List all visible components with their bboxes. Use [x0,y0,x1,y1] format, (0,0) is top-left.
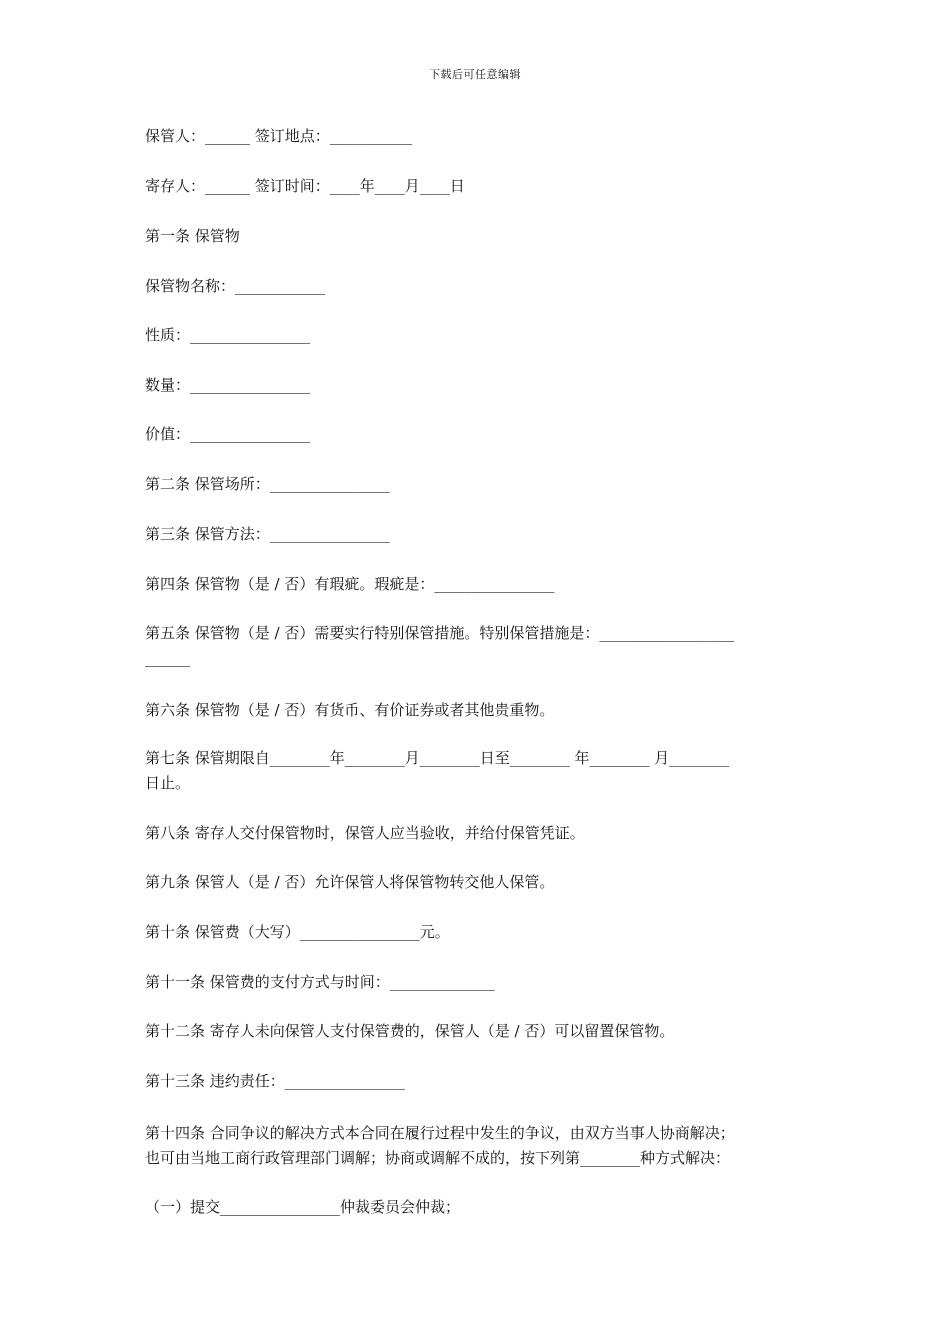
article-2: 第二条 保管场所：________________ [145,475,390,493]
depositor-line: 寄存人：______ 签订时间：____年____月____日 [145,177,465,195]
article-3: 第三条 保管方法：________________ [145,525,390,543]
page-header: 下载后可任意编辑 [429,68,521,81]
quantity-line: 数量：________________ [145,376,311,394]
article-10: 第十条 保管费（大写）________________元。 [145,923,450,941]
article-7: 第七条 保管期限自________年________月________日至________ 年________ 月________ 日止。 [145,749,730,792]
option-1-line: （一）提交________________仲裁委员会仲裁； [145,1198,461,1216]
article-6: 第六条 保管物（是 / 否）有货币、有价证券或者其他贵重物。 [145,701,555,719]
value-line: 价值：________________ [145,425,311,443]
article-1-title: 第一条 保管物 [145,227,240,245]
article-8: 第八条 寄存人交付保管物时，保管人应当验收，并给付保管凭证。 [145,824,585,842]
article-13: 第十三条 违约责任：________________ [145,1072,405,1090]
nature-line: 性质：________________ [145,326,311,344]
article-9: 第九条 保管人（是 / 否）允许保管人将保管物转交他人保管。 [145,873,555,891]
article-12: 第十二条 寄存人未向保管人支付保管费的，保管人（是 / 否）可以留置保管物。 [145,1022,675,1040]
article-5: 第五条 保管物（是 / 否）需要实行特别保管措施。特别保管措施是：__________________ ______ [145,624,735,667]
article-4: 第四条 保管物（是 / 否）有瑕疵。瑕疵是：________________ [145,575,555,593]
item-name-line: 保管物名称：____________ [145,277,326,295]
article-14: 第十四条 合同争议的解决方式本合同在履行过程中发生的争议，由双方当事人协商解决； 也可由当地工商行政管理部门调解；协商或调解不成的，按下列第________种方式解决： [145,1124,735,1167]
article-11: 第十一条 保管费的支付方式与时间：______________ [145,973,495,991]
custodian-line: 保管人：______ 签订地点：___________ [145,127,413,145]
